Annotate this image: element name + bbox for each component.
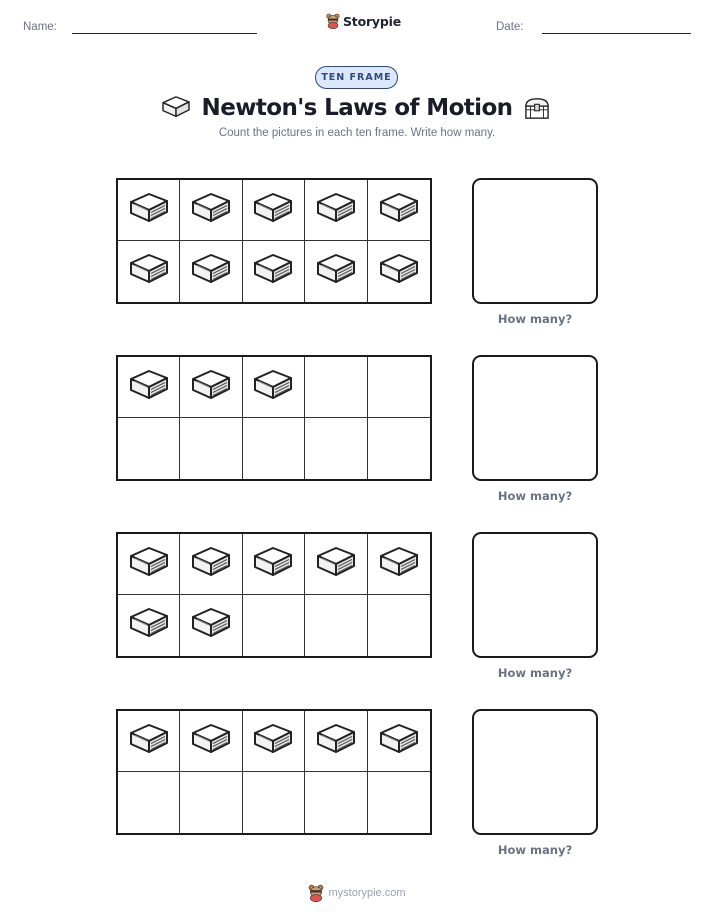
- book-icon: [251, 251, 295, 292]
- book-icon: [189, 544, 233, 585]
- page-title: Newton's Laws of Motion: [201, 95, 513, 121]
- ten-frame-cell: [305, 241, 367, 302]
- ten-frame-cell: [180, 595, 242, 656]
- ten-frame-cell: [180, 534, 242, 595]
- ten-frame-cell: [180, 241, 242, 302]
- book-icon: [377, 544, 421, 585]
- ten-frame-cell: [305, 534, 367, 595]
- answer-box[interactable]: [472, 178, 598, 304]
- ten-frame-cell: [180, 180, 242, 241]
- ten-frame-cell: [118, 711, 180, 772]
- book-icon: [377, 251, 421, 292]
- how-many-label: How many?: [497, 312, 573, 326]
- bear-mascot-icon: [308, 884, 324, 902]
- ten-frame-cell: [180, 357, 242, 418]
- how-many-label: How many?: [497, 489, 573, 503]
- ten-frame-cell: [243, 418, 305, 479]
- how-many-label: How many?: [497, 843, 573, 857]
- ten-frame-cell: [118, 357, 180, 418]
- ten-frame-cell: [118, 241, 180, 302]
- answer-box[interactable]: [472, 355, 598, 481]
- ten-frame-cell: [368, 534, 430, 595]
- ten-frame-cell: [243, 534, 305, 595]
- ten-frame-cell: [118, 180, 180, 241]
- ten-frame-cell: [180, 772, 242, 833]
- instructions: Count the pictures in each ten frame. Write how many.: [218, 127, 496, 139]
- ten-frame-cell: [305, 595, 367, 656]
- book-icon: [189, 721, 233, 762]
- treasure-chest-icon: [523, 96, 551, 120]
- book-icon: [189, 251, 233, 292]
- book-icon: [127, 544, 171, 585]
- book-icon: [127, 367, 171, 408]
- ten-frame-cell: [368, 772, 430, 833]
- book-icon: [251, 367, 295, 408]
- ten-frame-cell: [180, 711, 242, 772]
- ten-frame-cell: [368, 711, 430, 772]
- ten-frame: [116, 355, 432, 481]
- ten-frame-cell: [118, 772, 180, 833]
- name-line[interactable]: [72, 33, 257, 34]
- book-icon: [189, 190, 233, 231]
- answer-box[interactable]: [472, 532, 598, 658]
- book-icon: [251, 544, 295, 585]
- book-icon: [251, 190, 295, 231]
- ten-frame-cell: [118, 534, 180, 595]
- book-icon: [251, 721, 295, 762]
- ten-frame-cell: [243, 595, 305, 656]
- book-icon: [127, 721, 171, 762]
- book-icon: [377, 190, 421, 231]
- ten-frame-cell: [305, 418, 367, 479]
- ten-frame-cell: [368, 241, 430, 302]
- ten-frame-cell: [118, 595, 180, 656]
- ten-frame-cell: [243, 241, 305, 302]
- ten-frame-cell: [305, 711, 367, 772]
- brand-name: Storypie: [343, 13, 401, 29]
- footer-url[interactable]: mystorypie.com: [328, 887, 406, 899]
- book-icon: [127, 190, 171, 231]
- book-icon: [189, 367, 233, 408]
- ten-frame-cell: [368, 357, 430, 418]
- book-icon: [314, 721, 358, 762]
- ten-frame-cell: [243, 357, 305, 418]
- book-icon: [314, 544, 358, 585]
- ten-frame-cell: [368, 595, 430, 656]
- book-icon: [127, 251, 171, 292]
- ten-frame-cell: [305, 357, 367, 418]
- book-icon: [127, 605, 171, 646]
- ten-frame: [116, 709, 432, 835]
- footer: [0, 884, 714, 902]
- date-label: Date:: [496, 21, 524, 33]
- ten-frame-cell: [180, 418, 242, 479]
- ten-frame-cell: [118, 418, 180, 479]
- worksheet-type-badge: TEN FRAME: [315, 66, 398, 89]
- book-icon: [314, 251, 358, 292]
- ten-frame-cell: [243, 180, 305, 241]
- ten-frame: [116, 178, 432, 304]
- brand-logo: [326, 13, 401, 29]
- book-icon: [189, 605, 233, 646]
- ten-frame-cell: [368, 180, 430, 241]
- ten-frame-cell: [368, 418, 430, 479]
- date-line[interactable]: [542, 33, 691, 34]
- name-label: Name:: [23, 21, 57, 33]
- book-icon: [314, 190, 358, 231]
- ten-frame-cell: [243, 772, 305, 833]
- ten-frame-cell: [305, 772, 367, 833]
- bear-mascot-icon: [326, 13, 340, 29]
- ten-frame: [116, 532, 432, 658]
- answer-box[interactable]: [472, 709, 598, 835]
- how-many-label: How many?: [497, 666, 573, 680]
- book-icon: [377, 721, 421, 762]
- ten-frame-cell: [243, 711, 305, 772]
- ten-frame-cell: [305, 180, 367, 241]
